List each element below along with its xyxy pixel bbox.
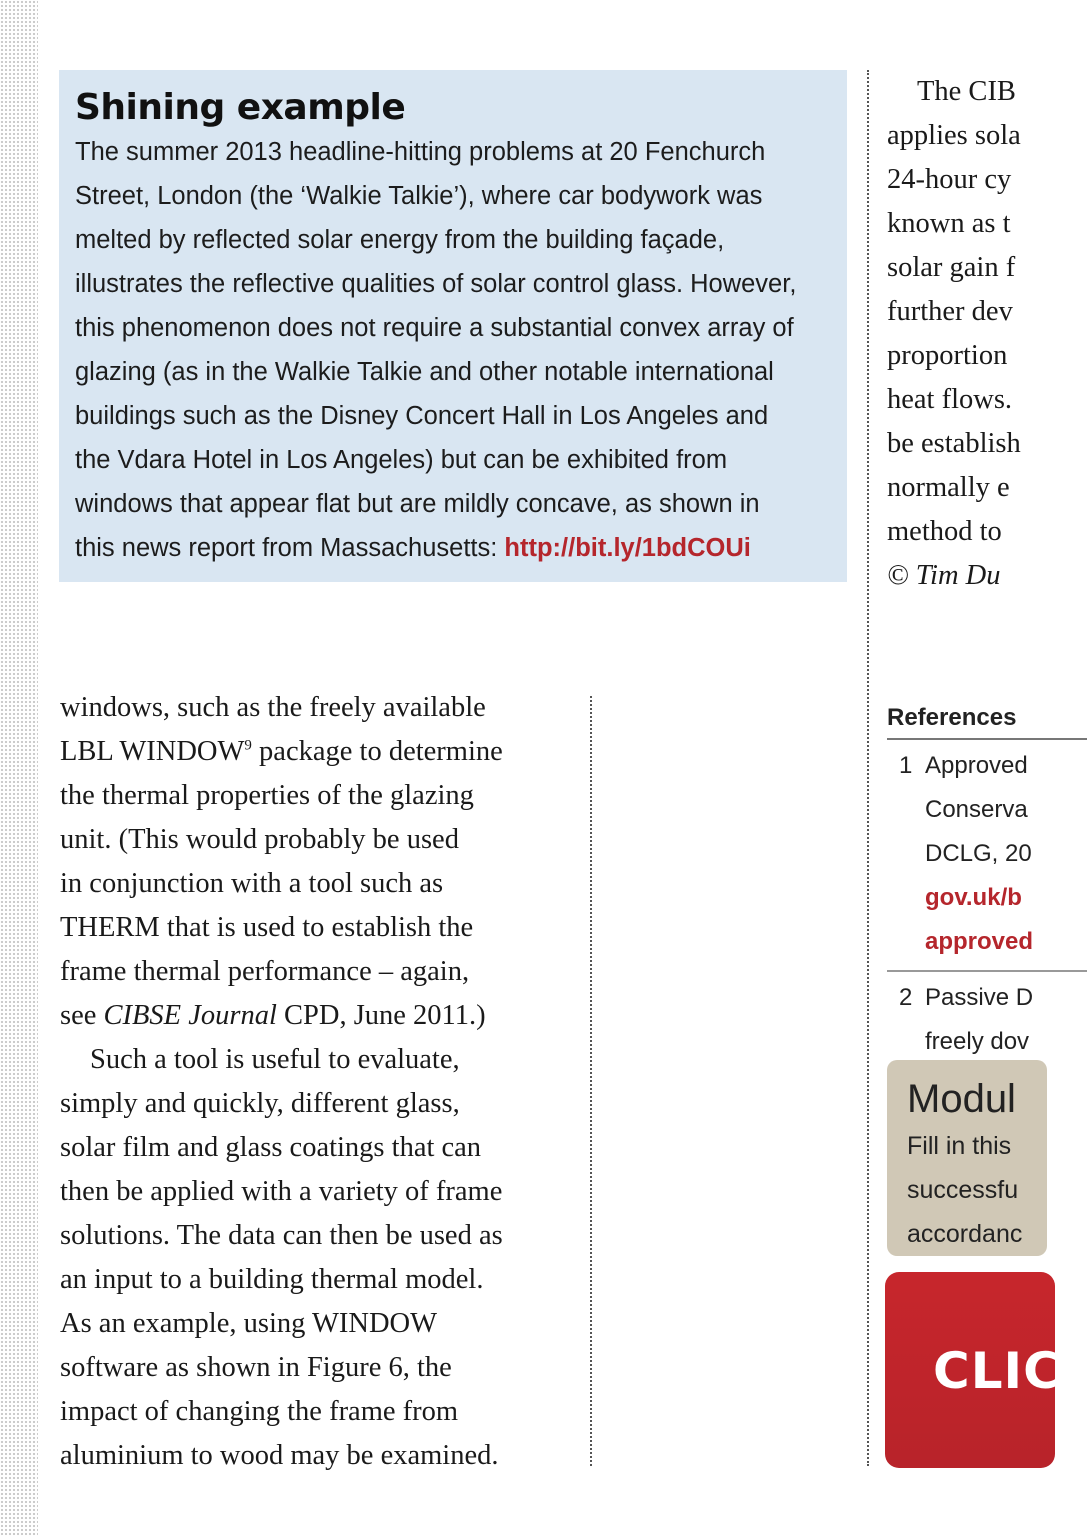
journal-name: CIBSE Journal — [103, 1000, 277, 1031]
right-col-line: solar gain f — [887, 252, 1016, 283]
body-line: frame thermal performance – again, — [60, 956, 470, 987]
body-line: software as shown in Figure 6, the — [60, 1352, 452, 1383]
right-article-column — [887, 70, 1024, 598]
callout-title: Shining example — [75, 87, 406, 128]
body-line: in conjunction with a tool such as — [60, 868, 444, 899]
references-title: References — [887, 704, 1017, 731]
body-paragraph-2 — [60, 1038, 570, 1478]
body-line: solar film and glass coatings that can — [60, 1132, 482, 1163]
reference-number: 2 — [899, 984, 913, 1011]
right-col-line: method to — [887, 516, 1002, 547]
callout-last-text: this news report from Massachusetts: — [75, 534, 505, 562]
body-line: solutions. The data can then be used as — [60, 1220, 503, 1251]
callout-line: the Vdara Hotel in Los Angeles) but can be exhibited from — [75, 446, 728, 474]
body-line: unit. (This would probably be used — [60, 824, 459, 855]
reference-text: freely dov — [925, 1028, 1030, 1055]
right-col-line: The CIB — [917, 76, 1016, 107]
reference-item-2 — [887, 972, 1087, 1070]
body-paragraph-1 — [60, 686, 570, 1038]
right-col-credit: © Tim Du — [887, 560, 1001, 591]
body-line: LBL WINDOW — [60, 736, 245, 767]
body-line: THERM that is used to establish the — [60, 912, 474, 943]
callout-line: illustrates the reflective qualities of solar control glass. However, — [75, 270, 797, 298]
reference-link[interactable]: approved — [925, 928, 1034, 955]
reference-text: DCLG, 20 — [925, 840, 1032, 867]
right-col-line: heat flows. — [887, 384, 1013, 415]
callout-line — [75, 526, 831, 570]
callout-body — [75, 130, 831, 570]
reference-text: Approved — [925, 752, 1028, 779]
column-divider-middle — [590, 696, 592, 1466]
right-col-line: further dev — [887, 296, 1013, 327]
module-text: Fill in this — [907, 1132, 1012, 1160]
callout-line: Street, London (the ‘Walkie Talkie’), where car bodywork was — [75, 182, 763, 210]
right-col-line: proportion — [887, 340, 1008, 371]
body-line: windows, such as the freely available — [60, 692, 486, 723]
body-line: package to determine — [251, 736, 503, 767]
callout-line: glazing (as in the Walkie Talkie and other notable international — [75, 358, 774, 386]
body-line: then be applied with a variety of frame — [60, 1176, 503, 1207]
footnote-ref-9: 9 — [244, 737, 252, 754]
right-col-line: applies sola — [887, 120, 1021, 151]
body-line: see — [60, 1000, 104, 1031]
click-button[interactable] — [885, 1272, 1061, 1468]
callout-line: melted by reflected solar energy from the building façade, — [75, 226, 725, 254]
news-report-link[interactable]: http://bit.ly/1bdCOUi — [504, 534, 751, 562]
body-line: aluminium to wood may be examined. — [60, 1440, 499, 1471]
module-title: Modul — [907, 1077, 1016, 1121]
body-line: impact of changing the frame from — [60, 1396, 459, 1427]
right-col-line: normally e — [887, 472, 1010, 503]
module-text: accordanc — [907, 1220, 1023, 1248]
reference-link[interactable]: gov.uk/b — [925, 884, 1022, 911]
body-line: simply and quickly, different glass, — [60, 1088, 460, 1119]
right-col-line: 24-hour cy — [887, 164, 1012, 195]
shining-example-callout — [59, 70, 847, 582]
reference-item-1 — [887, 740, 1087, 972]
body-line: Such a tool is useful to evaluate, — [90, 1044, 460, 1075]
body-line: the thermal properties of the glazing — [60, 780, 474, 811]
article-body-column — [60, 686, 570, 1478]
left-dotted-margin — [0, 0, 38, 1536]
column-divider-right — [867, 70, 869, 1466]
reference-text: Passive D — [925, 984, 1034, 1011]
references-section — [887, 700, 1034, 1070]
callout-line: windows that appear flat but are mildly concave, as shown in — [75, 490, 760, 518]
right-col-line: be establish — [887, 428, 1021, 459]
module-box — [887, 1060, 1047, 1256]
body-line: CPD, June 2011.) — [276, 1000, 486, 1031]
body-line: As an example, using WINDOW — [60, 1308, 438, 1339]
reference-text: Conserva — [925, 796, 1028, 823]
right-col-line: known as t — [887, 208, 1011, 239]
body-line: an input to a building thermal model. — [60, 1264, 484, 1295]
callout-line: this phenomenon does not require a substantial convex array of — [75, 314, 794, 342]
reference-number: 1 — [899, 752, 913, 779]
callout-line: The summer 2013 headline-hitting problems at 20 Fenchurch — [75, 138, 766, 166]
callout-line: buildings such as the Disney Concert Hall in Los Angeles and — [75, 402, 769, 430]
click-button-label: CLIC — [933, 1342, 1061, 1400]
module-text: successfu — [907, 1176, 1019, 1204]
